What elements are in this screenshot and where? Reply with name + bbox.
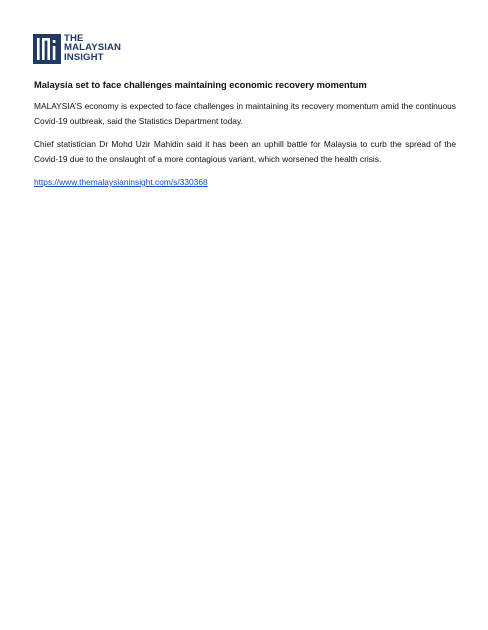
article-headline: Malaysia set to face challenges maintaining economic recovery momentum bbox=[34, 80, 367, 90]
logo-line-3: INSIGHT bbox=[64, 51, 104, 63]
publication-logo bbox=[33, 34, 121, 64]
article-paragraph: Chief statistician Dr Mohd Uzir Mahidin said it has been an uphill battle for Malaysia to curb the spread of the Covid-19 due to the onslaught of a more contagious variant, which worsened the health crisis. bbox=[34, 139, 456, 164]
logo-line-1: THE bbox=[64, 33, 84, 44]
tmi-logo-mark-icon bbox=[33, 34, 61, 64]
logo-line-2: MALAYSIAN bbox=[64, 42, 122, 54]
logo-wordmark bbox=[64, 34, 121, 62]
article-source-link[interactable]: https://www.themalaysianinsight.com/s/330368 bbox=[34, 177, 208, 187]
article-paragraph: MALAYSIA’S economy is expected to face challenges in maintaining its recovery momentum amid the continuous Covid-19 outbreak, said the Statistics Department today. bbox=[34, 101, 456, 126]
